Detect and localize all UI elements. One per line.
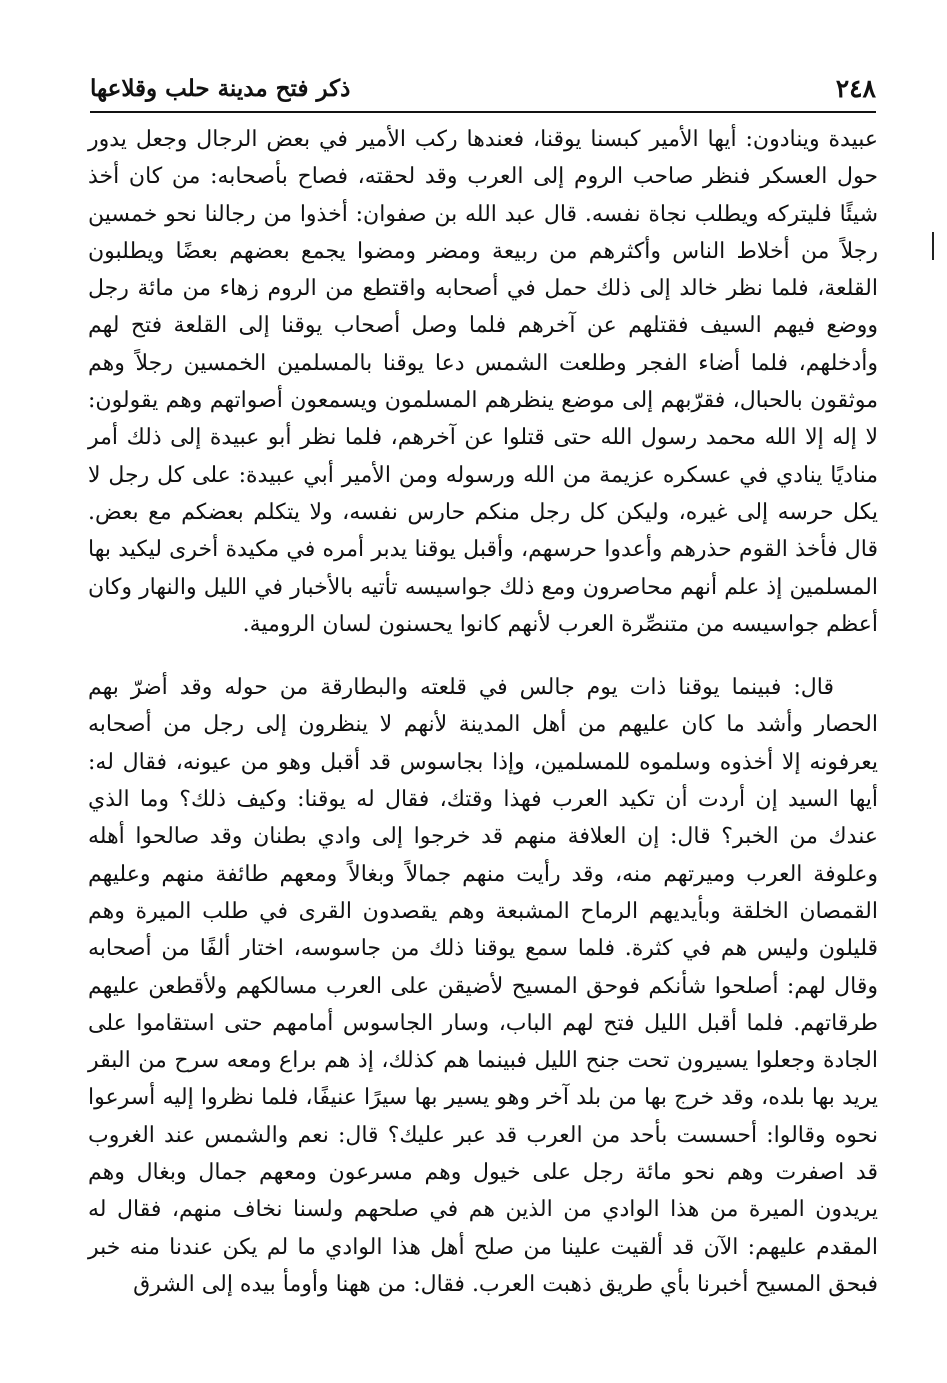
paragraph: قال: فبينما يوقنا ذات يوم جالس في قلعته والبطارقة من حوله وقد أضرّ بهم الحصار وأشد ما كان عليهم من أهل المدينة لأنهم لا ينظرون إلى رجل من أصحابه يعرفونه إلا أخذوه وسلموه للمسلمين، وإذا بجاسوس قد أقبل وهو من عيونه، فقال له: أيها السيد إن أردت أن تكيد العرب فهذا وقتك، فقال له يوقنا: وكيف ذلك؟ وما الذي عندك من الخبر؟ قال: إن العلافة منهم قد خرجوا إلى وادي بطنان وقد صالحوا أهله وعلوفة العرب وميرتهم منه، وقد رأيت منهم جمالاً وبغالاً ومعهم طائفة منهم وعليهم القمصان الخلقة وبأيديهم الرماح المشبعة وهم يقصدون القرى في طلب الميرة وهم قليلون وليس هم في كثرة. فلما سمع يوقنا ذلك من جاسوسه، اختار ألفًا من أصحابه وقال لهم: أصلحوا شأنكم فوحق المسيح لأضيقن على العرب مسالكهم ولأقطعن عليهم طرقاتهم. فلما أقبل الليل فتح لهم الباب، وسار الجاسوس أمامهم حتى استقاموا على الجادة وجعلوا يسيرون تحت جنح الليل فبينما هم كذلك، إذ هم براع ومعه سرح من البقر يريد بها بلده، وقد خرج بها من بلد آخر وهو يسير بها سيرًا عنيفًا، فلما نظروا إليه أسرعوا نحوه وقالوا: أحسست بأحد من العرب قد عبر عليك؟ قال: نعم والشمس عند الغروب قد اصفرت وهم نحو مائة رجل على خيول وهم مسرعون ومعهم جمال وبغال وهم يريدون الميرة من هذا الوادي من الذين هم في صلحهم ولسنا نخاف منهم، فقال له المقدم عليهم: الآن قد ألقيت علينا من صلح أهل هذا الوادي ما لم يكن عندنا منه خبر فبحق المسيح أخبرنا بأي طريق ذهبت العرب. فقال: من ههنا وأومأ بيده إلى الشرق bbox=[88, 675, 879, 1297]
body-text bbox=[88, 121, 878, 1303]
page-number: ٢٤٨ bbox=[835, 74, 876, 103]
running-title: ذكر فتح مدينة حلب وقلاعها bbox=[90, 75, 351, 102]
header-divider bbox=[90, 111, 876, 113]
page-edge-mark bbox=[932, 232, 934, 260]
paragraph-spacer bbox=[88, 643, 878, 669]
page-header bbox=[90, 70, 876, 110]
paragraph: عبيدة وينادون: أيها الأمير كبسنا يوقنا، فعندها ركب الأمير في بعض الرجال وجعل يدور حول العسكر فنظر صاحب الروم إلى العرب وقد لحقته، فصاح بأصحابه: من كان أخذ شيئًا فليتركه ويطلب نجاة نفسه. قال عبد الله بن صفوان: أخذوا من رجالنا نحو خمسين رجلاً من أخلاط الناس وأكثرهم من ربيعة ومضر ومضوا يجمع بعضهم بعضًا ويطلبون القلعة، فلما نظر خالد إلى ذلك حمل في أصحابه واقتطع من الروم زهاء من مائة رجل ووضع فيهم السيف فقتلهم عن آخرهم فلما وصل أصحاب يوقنا إلى القلعة فتح لهم وأدخلهم، فلما أضاء الفجر وطلعت الشمس دعا يوقنا بالمسلمين الخمسين رجلاً وهم موثقون بالحبال، فقرّبهم إلى موضع ينظرهم المسلمون ويسمعون أصواتهم وهم يقولون: لا إله إلا الله محمد رسول الله حتى قتلوا عن آخرهم، فلما نظر أبو عبيدة إلى ذلك أمر مناديًا ينادي في عسكره عزيمة من الله ورسوله ومن الأمير أبي عبيدة: على كل رجل لا يكل حرسه إلى غيره، وليكن كل رجل منكم حارس نفسه، ولا يتكلم بعضكم مع بعض. قال فأخذ القوم حذرهم وأعدوا حرسهم، وأقبل يوقنا يدبر أمره في مكيدة أخرى ليكيد بها المسلمين إذ علم أنهم محاصرون ومع ذلك جواسيسه تأتيه بالأخبار في الليل والنهار وكان أعظم جواسيسه من متنصِّرة العرب لأنهم كانوا يحسنون لسان الرومية. bbox=[88, 127, 878, 637]
